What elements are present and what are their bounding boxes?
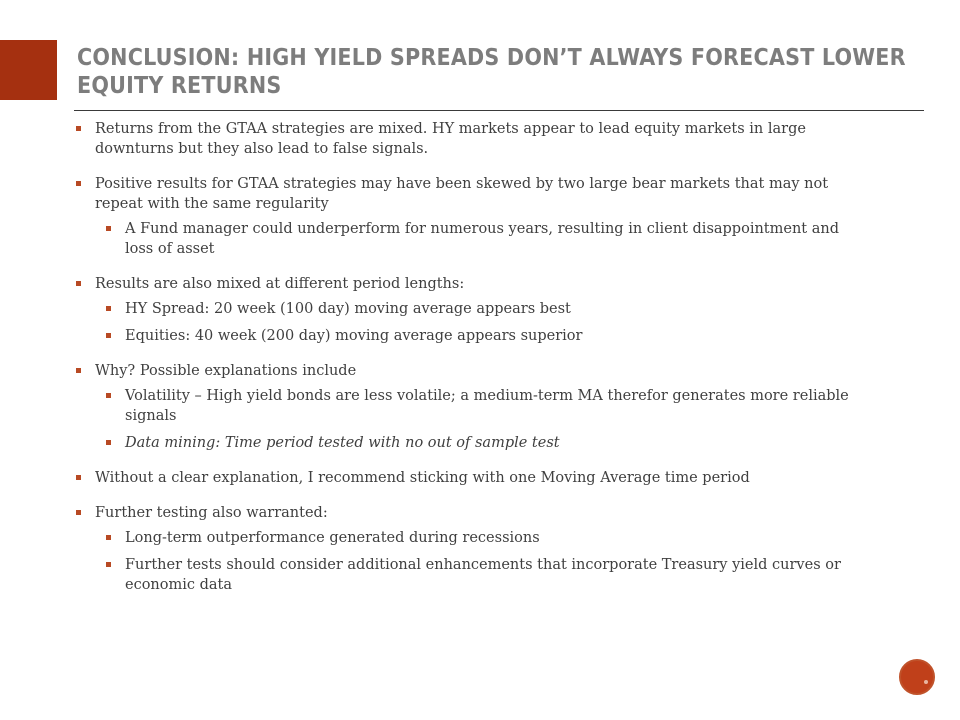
- bullet-list: [76, 119, 866, 595]
- square-bullet-icon: [106, 440, 111, 445]
- square-bullet-icon: [76, 126, 81, 131]
- sub-bullet-item: [106, 326, 866, 346]
- badge-dot-icon: [924, 680, 928, 684]
- slide-title: CONCLUSION: HIGH YIELD SPREADS DON’T ALWAYS FORECAST LOWER EQUITY RETURNS: [77, 45, 906, 99]
- square-bullet-icon: [106, 306, 111, 311]
- square-bullet-icon: [76, 510, 81, 515]
- bullet-text: Returns from the GTAA strategies are mixed. HY markets appear to lead equity markets in large downturns but they also lead to false signals.: [95, 121, 806, 157]
- square-bullet-icon: [76, 181, 81, 186]
- sub-bullet-text: Volatility – High yield bonds are less volatile; a medium-term MA therefor generates more reliable signals: [125, 388, 849, 424]
- sub-bullet-item: [106, 386, 866, 426]
- sub-bullet-text: Equities: 40 week (200 day) moving average appears superior: [125, 328, 583, 344]
- bullet-item: [76, 174, 866, 214]
- sub-bullet-item: [106, 219, 866, 259]
- sub-bullet-item: [106, 555, 866, 595]
- sub-bullet-text: HY Spread: 20 week (100 day) moving average appears best: [125, 301, 571, 317]
- bullet-item: [76, 361, 866, 381]
- square-bullet-icon: [76, 368, 81, 373]
- bullet-text: Without a clear explanation, I recommend sticking with one Moving Average time period: [95, 470, 750, 486]
- sub-bullet-item: [106, 433, 866, 453]
- title-divider: [74, 110, 924, 111]
- square-bullet-icon: [106, 333, 111, 338]
- bullet-text: Further testing also warranted:: [95, 505, 328, 521]
- bullet-text: Positive results for GTAA strategies may have been skewed by two large bear markets that may not repeat with the same regularity: [95, 176, 829, 212]
- square-bullet-icon: [76, 475, 81, 480]
- sub-bullet-text: Further tests should consider additional enhancements that incorporate Treasury yield curves or economic data: [125, 557, 841, 593]
- square-bullet-icon: [76, 281, 81, 286]
- slide-number-badge: [896, 656, 938, 698]
- square-bullet-icon: [106, 562, 111, 567]
- square-bullet-icon: [106, 393, 111, 398]
- sub-bullet-text: A Fund manager could underperform for numerous years, resulting in client disappointment and loss of asset: [125, 221, 839, 257]
- sub-bullet-item: [106, 528, 866, 548]
- bullet-item: [76, 503, 866, 523]
- sub-bullet-item: [106, 299, 866, 319]
- sub-bullet-text: Data mining: Time period tested with no out of sample test: [125, 435, 560, 451]
- circle-badge-icon: [899, 659, 935, 695]
- square-bullet-icon: [106, 535, 111, 540]
- square-bullet-icon: [106, 226, 111, 231]
- bullet-item: [76, 119, 866, 159]
- bullet-text: Results are also mixed at different period lengths:: [95, 276, 465, 292]
- title-accent-bar: [0, 40, 57, 100]
- bullet-item: [76, 274, 866, 294]
- bullet-item: [76, 468, 866, 488]
- bullet-text: Why? Possible explanations include: [95, 363, 357, 379]
- sub-bullet-text: Long-term outperformance generated during recessions: [125, 530, 540, 546]
